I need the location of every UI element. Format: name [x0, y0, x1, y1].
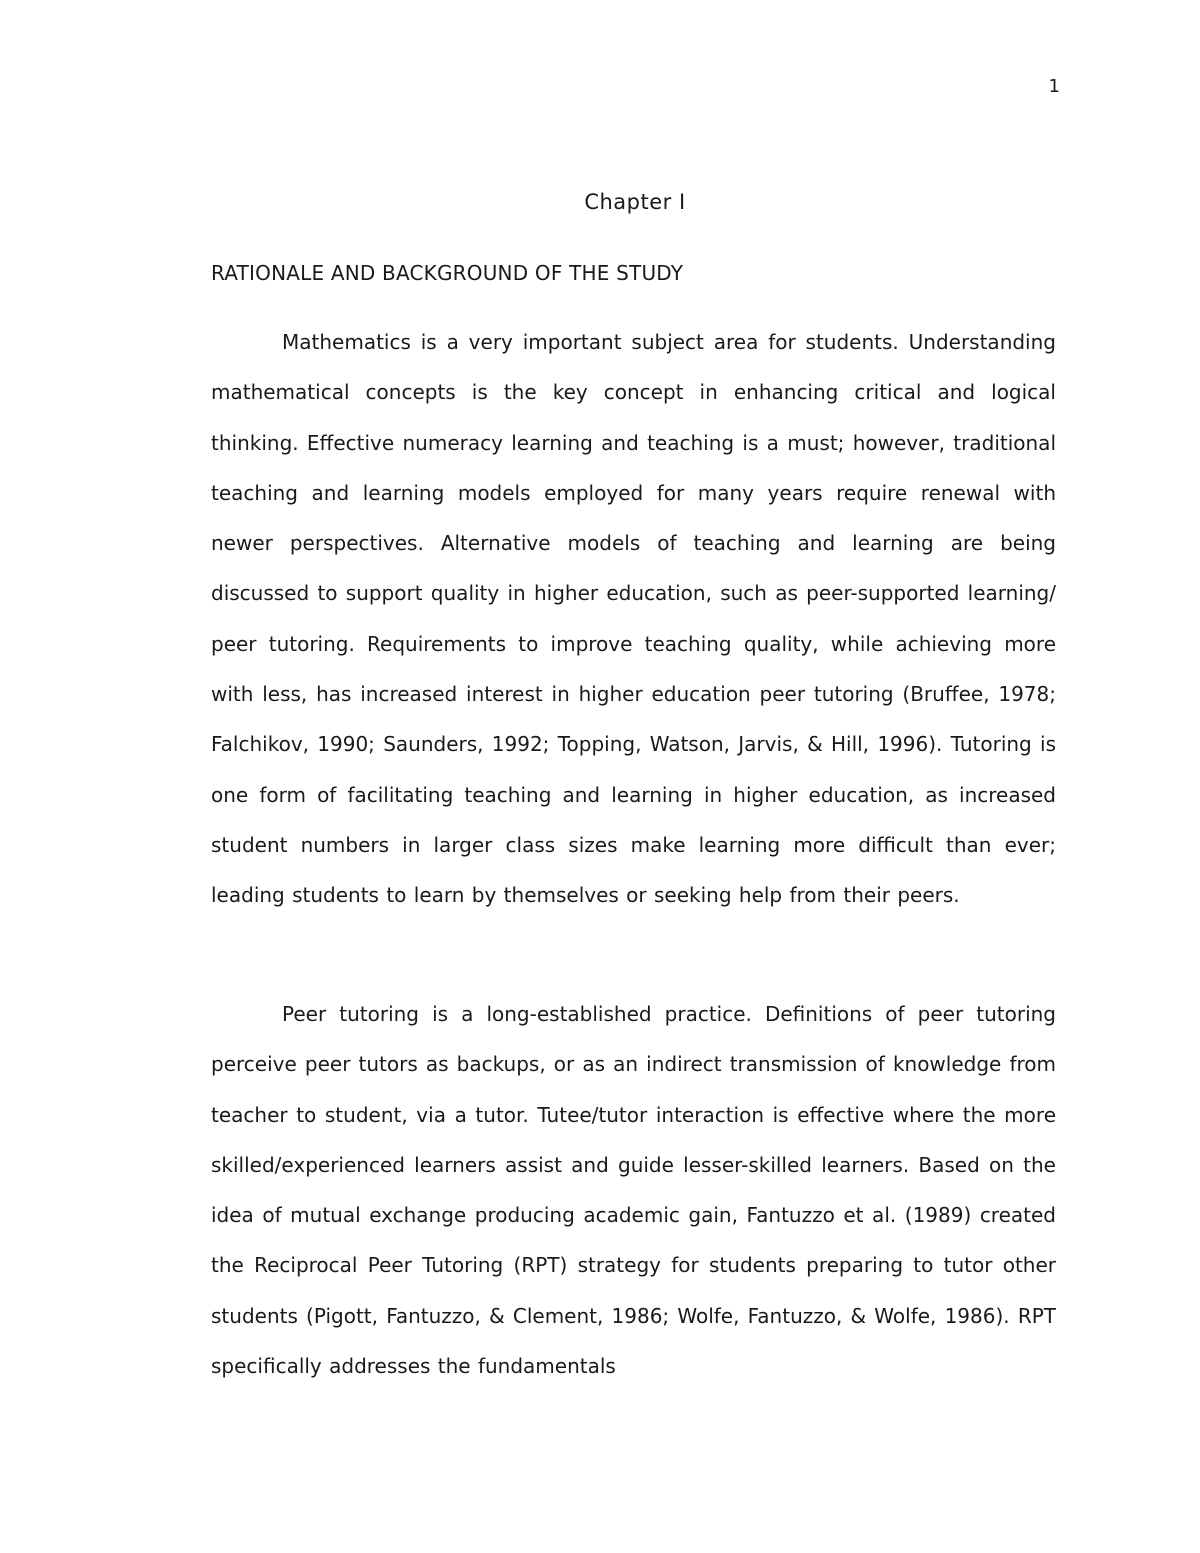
paragraph-text: Mathematics is a very important subject area for students. Understanding mathematical concepts is the key concept in enhancing critical and logical thinking. Effective numeracy learning and teaching is a must; however, traditional teaching and learning models employed for many years require renewal with newer perspectives. Alternative models of teaching and learning are being discussed to support quality in higher education, such as peer-supported learning/ peer tutoring. Requirements to improve teaching quality, while achieving more with less, has increased interest in higher education peer tutoring (Bruffee, 1978; Falchikov, 1990; Saunders, 1992; Topping, Watson, Jarvis, & Hill, 1996). Tutoring is one form of facilitating teaching and learning in higher education, as increased student numbers in larger class sizes make learning more difficult than ever; leading students to learn by themselves or seeking help from their peers. — [211, 330, 1056, 908]
chapter-title: Chapter I — [584, 190, 686, 214]
body-paragraph-1 — [211, 317, 1056, 921]
page-number: 1 — [1048, 76, 1060, 97]
paragraph-text: Peer tutoring is a long-established practice. Definitions of peer tutoring perceive peer tutors as backups, or as an indirect transmission of knowledge from teacher to student, via a tutor. Tutee/tutor interaction is effective where the more skilled/experienced learners assist and guide lesser-skilled learners. Based on the idea of mutual exchange producing academic gain, Fantuzzo et al. (1989) created the Reciprocal Peer Tutoring (RPT) strategy for students preparing to tutor other students (Pigott, Fantuzzo, & Clement, 1986; Wolfe, Fantuzzo, & Wolfe, 1986). RPT specifically addresses the fundamentals — [211, 1002, 1056, 1379]
body-paragraph-2 — [211, 989, 1056, 1391]
section-heading: RATIONALE AND BACKGROUND OF THE STUDY — [211, 261, 684, 285]
